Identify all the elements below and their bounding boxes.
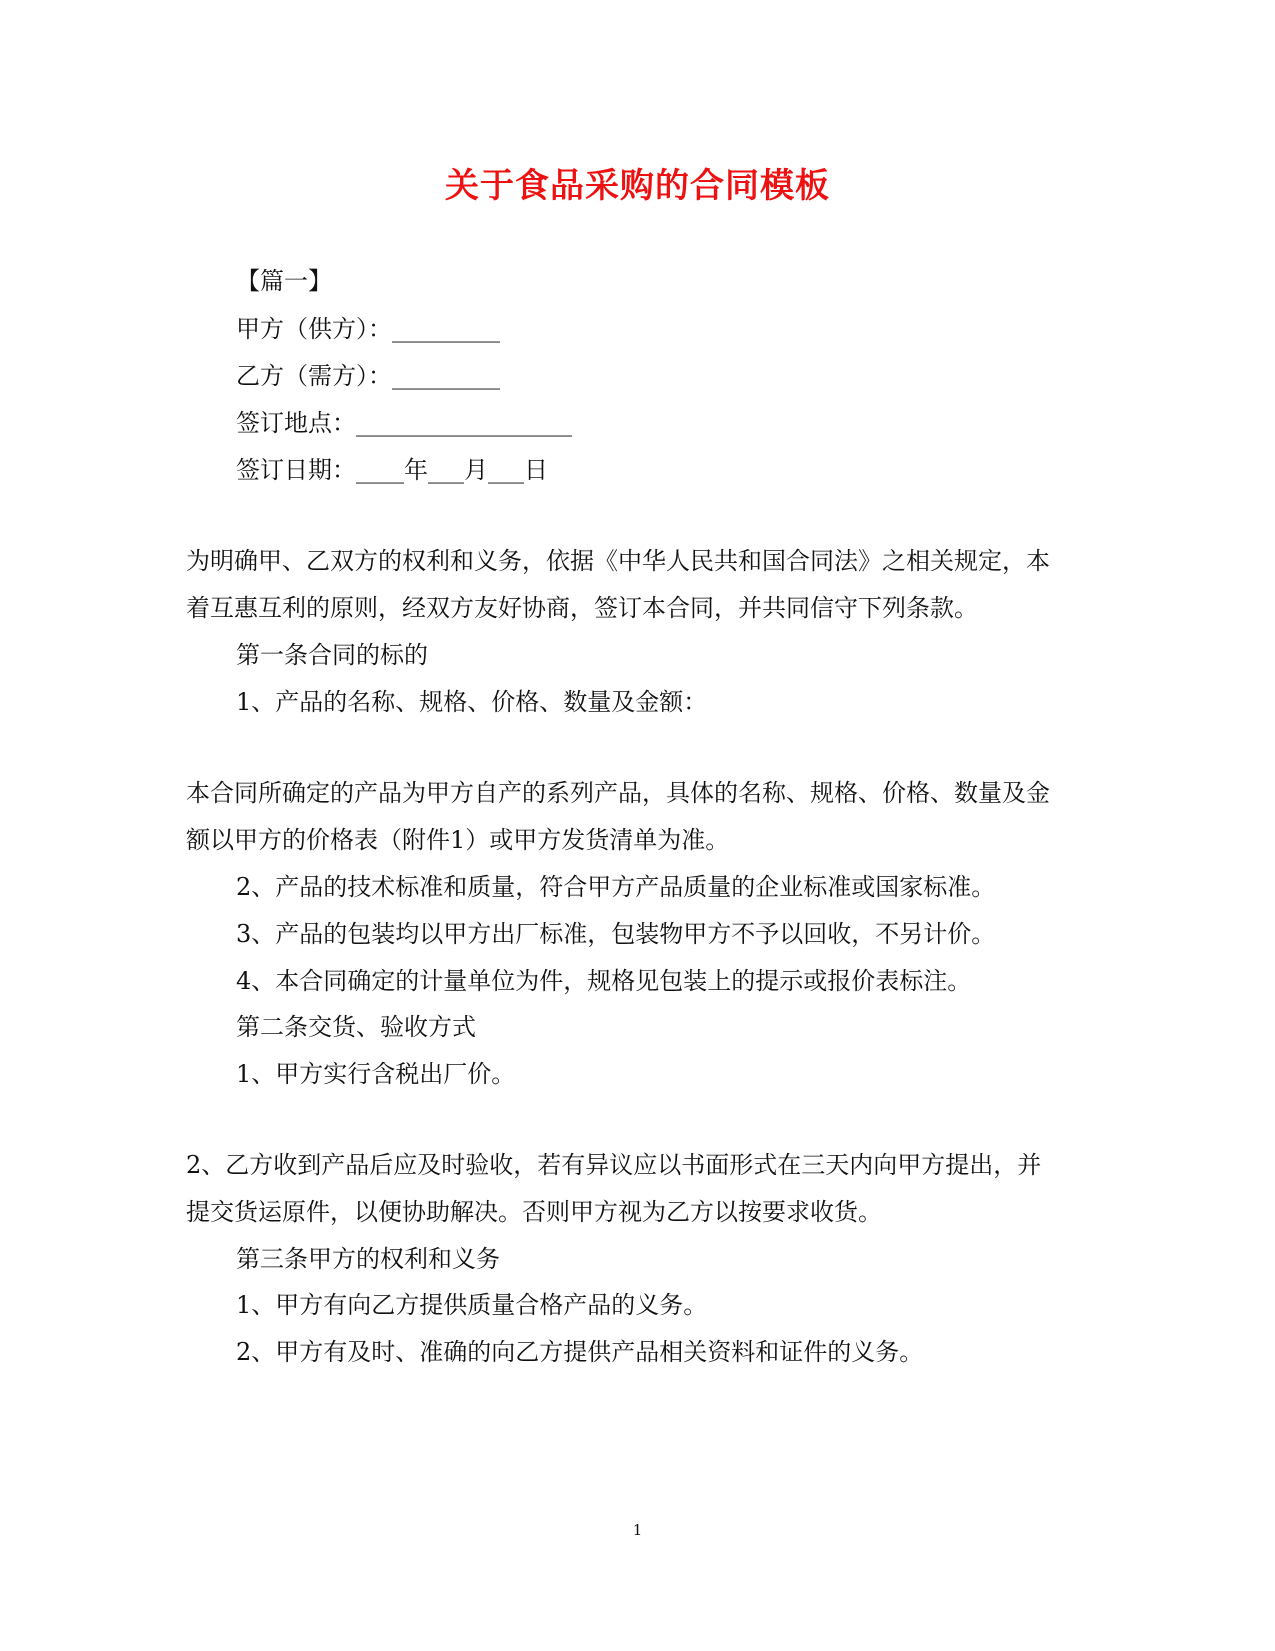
intro-line-1: 为明确甲、乙双方的权利和义务，依据《中华人民共和国合同法》之相关规定，本 (186, 547, 1050, 575)
article1-item3: 3、产品的包装均以甲方出厂标准，包装物甲方不予以回收，不另计价。 (236, 920, 996, 948)
article1-para-line-2: 额以甲方的价格表（附件1）或甲方发货清单为准。 (186, 826, 730, 854)
article2-heading: 第二条交货、验收方式 (236, 1013, 476, 1041)
article1-item4: 4、本合同确定的计量单位为件，规格见包装上的提示或报价表标注。 (236, 967, 972, 995)
article1-heading: 第一条合同的标的 (236, 641, 428, 669)
article2-para-line-1: 2、乙方收到产品后应及时验收，若有异议应以书面形式在三天内向甲方提出，并 (186, 1151, 1042, 1179)
party-a-field: 甲方（供方）：_________ (236, 315, 500, 343)
article1-item1: 1、产品的名称、规格、价格、数量及金额： (236, 688, 708, 716)
signing-place-field: 签订地点：__________________ (236, 409, 572, 437)
party-b-field: 乙方（需方）：_________ (236, 362, 500, 390)
document-title: 关于食品采购的合同模板 (445, 166, 830, 206)
article1-item2: 2、产品的技术标准和质量，符合甲方产品质量的企业标准或国家标准。 (236, 873, 996, 901)
article3-heading: 第三条甲方的权利和义务 (236, 1245, 500, 1273)
signing-date-field: 签订日期：____年___月___日 (236, 456, 548, 484)
article3-item1: 1、甲方有向乙方提供质量合格产品的义务。 (236, 1291, 708, 1319)
section-label: 【篇一】 (236, 267, 332, 295)
page-number: 1 (632, 1521, 643, 1539)
intro-line-2: 着互惠互利的原则，经双方友好协商，签订本合同，并共同信守下列条款。 (186, 594, 978, 622)
article2-item1: 1、甲方实行含税出厂价。 (236, 1060, 516, 1088)
article1-para-line-1: 本合同所确定的产品为甲方自产的系列产品，具体的名称、规格、价格、数量及金 (186, 779, 1050, 807)
article3-item2: 2、甲方有及时、准确的向乙方提供产品相关资料和证件的义务。 (236, 1338, 924, 1366)
article2-para-line-2: 提交货运原件，以便协助解决。否则甲方视为乙方以按要求收货。 (186, 1198, 882, 1226)
